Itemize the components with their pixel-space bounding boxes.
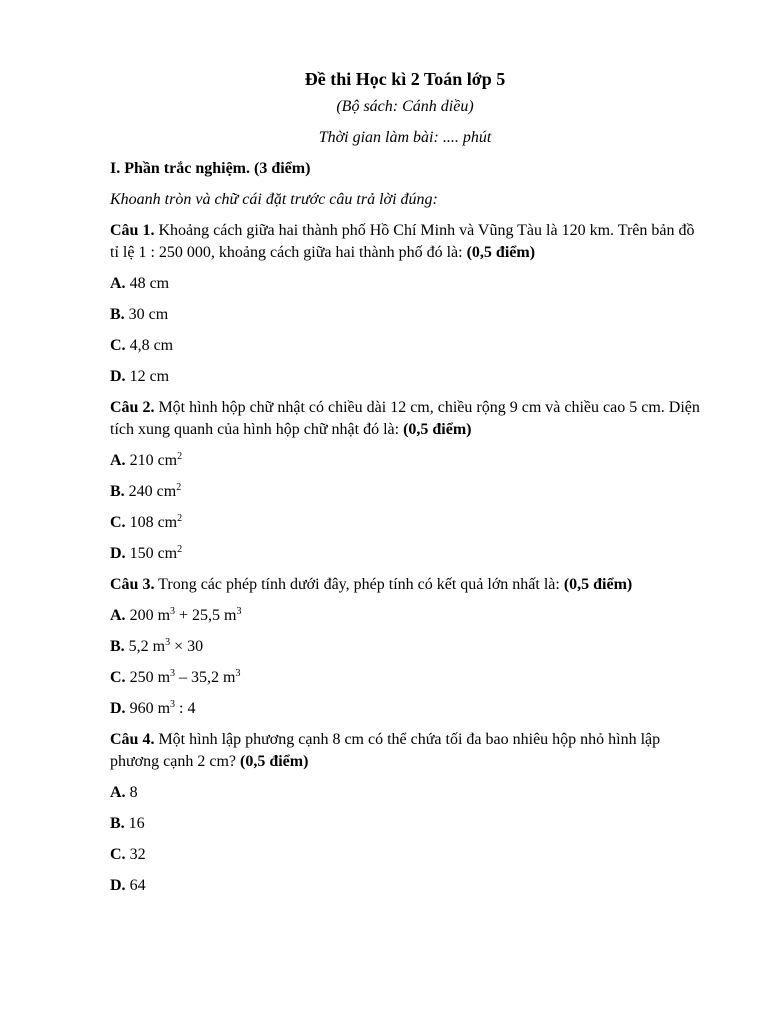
- option-letter: C.: [110, 514, 126, 531]
- option-superscript: 2: [177, 513, 183, 524]
- option-letter: B.: [110, 483, 125, 500]
- option-text: – 35,2 m: [175, 669, 236, 686]
- question-1-text: Khoảng cách giữa hai thành phố Hồ Chí Minh và Vũng Tàu là 120 km. Trên bản đồ tỉ lệ 1 : 250 000, khoảng cách giữa hai thành phố đó là:: [110, 222, 695, 261]
- question-3-option-d[interactable]: [110, 698, 700, 720]
- question-3-option-b[interactable]: [110, 636, 700, 658]
- question-2-points: (0,5 điểm): [403, 421, 472, 438]
- time-allowed: Thời gian làm bài: .... phút: [318, 129, 492, 146]
- question-2-option-c[interactable]: [110, 512, 700, 534]
- option-letter: C.: [110, 669, 126, 686]
- option-text: 8: [125, 784, 138, 801]
- question-2-option-a[interactable]: [110, 450, 700, 472]
- question-3: [110, 574, 700, 596]
- question-4-label: Câu 4.: [110, 731, 155, 748]
- question-3-points: (0,5 điểm): [563, 576, 633, 593]
- question-3-option-c[interactable]: [110, 667, 700, 689]
- option-letter: D.: [110, 700, 126, 717]
- option-letter: D.: [110, 545, 126, 562]
- option-superscript: 2: [177, 544, 183, 555]
- question-4-option-d[interactable]: [110, 875, 700, 897]
- option-letter: D.: [110, 877, 126, 894]
- option-text: 64: [125, 877, 146, 894]
- option-letter: A.: [110, 452, 126, 469]
- option-letter: B.: [110, 638, 125, 655]
- option-text: 200 m: [125, 607, 171, 624]
- option-letter: D.: [110, 368, 126, 385]
- option-superscript: 3: [165, 637, 171, 648]
- option-text: 150 cm: [125, 545, 178, 562]
- question-1-option-a[interactable]: [110, 273, 700, 295]
- question-3-label: Câu 3.: [110, 576, 155, 593]
- option-letter: C.: [110, 337, 126, 354]
- option-superscript: 2: [177, 451, 183, 462]
- question-1-option-d[interactable]: [110, 366, 700, 388]
- option-text: 108 cm: [125, 514, 178, 531]
- question-1: [110, 220, 700, 264]
- option-superscript: 3: [236, 606, 242, 617]
- question-4-option-b[interactable]: [110, 813, 700, 835]
- question-1-option-b[interactable]: [110, 304, 700, 326]
- question-2-option-d[interactable]: [110, 543, 700, 565]
- option-text: 4,8 cm: [125, 337, 174, 354]
- option-text: 5,2 m: [124, 638, 166, 655]
- question-4-option-c[interactable]: [110, 844, 700, 866]
- question-2-option-b[interactable]: [110, 481, 700, 503]
- section-instruction: Khoanh tròn và chữ cái đặt trước câu trả lời đúng:: [110, 191, 438, 208]
- option-letter: C.: [110, 846, 126, 863]
- question-2-label: Câu 2.: [110, 399, 155, 416]
- option-superscript: 3: [235, 668, 241, 679]
- question-3-text: Trong các phép tính dưới đây, phép tính có kết quả lớn nhất là:: [154, 576, 564, 593]
- page-title: Đề thi Học kì 2 Toán lớp 5: [304, 69, 506, 89]
- section-heading: I. Phần trắc nghiệm. (3 điểm): [110, 160, 311, 177]
- option-text: 250 m: [125, 669, 171, 686]
- option-superscript: 3: [170, 668, 176, 679]
- question-2-text: Một hình hộp chữ nhật có chiều dài 12 cm, chiều rộng 9 cm và chiều cao 5 cm. Diện tích xung quanh của hình hộp chữ nhật đó là:: [110, 399, 700, 438]
- option-text: 48 cm: [125, 275, 170, 292]
- question-2: [110, 397, 700, 441]
- option-text: 210 cm: [125, 452, 178, 469]
- option-letter: A.: [110, 784, 126, 801]
- page-subtitle: (Bộ sách: Cánh diều): [336, 98, 474, 115]
- option-text: 16: [124, 815, 145, 832]
- option-text: 240 cm: [124, 483, 177, 500]
- document-page: [110, 64, 700, 906]
- option-text: 32: [125, 846, 146, 863]
- option-superscript: 3: [170, 699, 176, 710]
- option-text: 30 cm: [124, 306, 169, 323]
- option-letter: A.: [110, 275, 126, 292]
- question-4: [110, 729, 700, 773]
- question-1-label: Câu 1.: [110, 222, 155, 239]
- question-1-option-c[interactable]: [110, 335, 700, 357]
- question-4-option-a[interactable]: [110, 782, 700, 804]
- option-superscript: 3: [170, 606, 176, 617]
- question-3-option-a[interactable]: [110, 605, 700, 627]
- question-1-points: (0,5 điểm): [466, 244, 536, 261]
- option-text: + 25,5 m: [175, 607, 237, 624]
- question-4-points: (0,5 điểm): [239, 753, 309, 770]
- option-text: 12 cm: [125, 368, 170, 385]
- option-text: : 4: [175, 700, 196, 717]
- question-4-text: Một hình lập phương cạnh 8 cm có thể chứa tối đa bao nhiêu hộp nhỏ hình lập phương cạnh 2 cm?: [110, 731, 661, 770]
- option-letter: A.: [110, 607, 126, 624]
- option-letter: B.: [110, 815, 125, 832]
- option-letter: B.: [110, 306, 125, 323]
- option-text: × 30: [170, 638, 204, 655]
- option-text: 960 m: [125, 700, 171, 717]
- option-superscript: 2: [176, 482, 182, 493]
